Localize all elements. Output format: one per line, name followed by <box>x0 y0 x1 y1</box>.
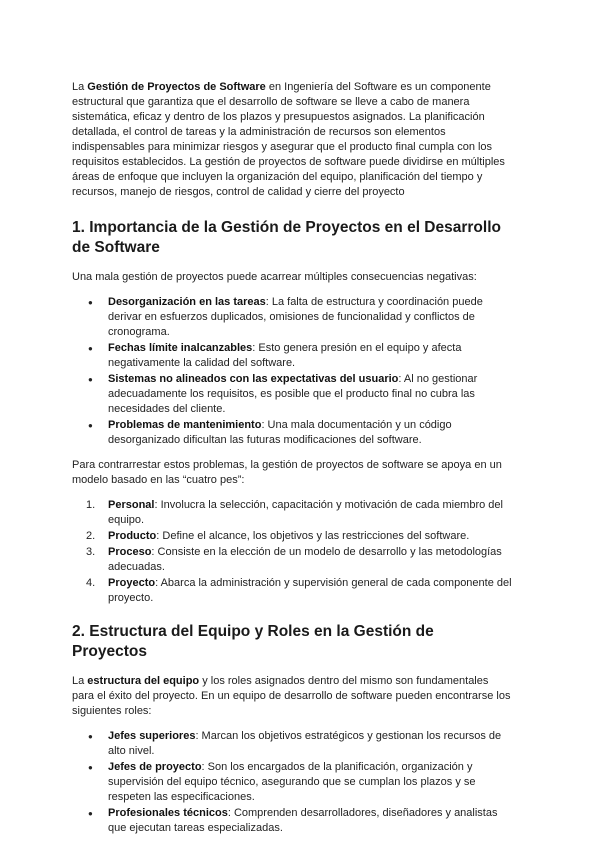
list-item <box>72 729 512 759</box>
item-term: Producto <box>108 530 157 542</box>
intro-pre: La <box>72 81 88 93</box>
list-item-term: Profesionales técnicos <box>108 807 228 819</box>
item-term: Personal <box>108 499 155 511</box>
item-text: : Abarca la administración y supervisión general de cada componente del proyecto. <box>108 577 512 604</box>
list-item <box>72 760 512 805</box>
lead-text: y los roles asignados dentro del mismo son fundamentales para el éxito del proyecto. En un equipo de desarrollo de software pueden encontrarse los siguientes roles: <box>72 675 511 717</box>
item-number: 1. <box>86 499 96 511</box>
list-item <box>72 295 512 340</box>
section-1-heading: 1. Importancia de la Gestión de Proyectos en el Desarrollo de Software <box>72 219 501 256</box>
list-item-text: : Al no gestionar adecuadamente los requisitos, es posible que el producto final no cubra las necesidades del cliente. <box>108 373 478 415</box>
item-text: : Involucra la selección, capacitación y motivación de cada miembro del equipo. <box>108 499 503 526</box>
list-item-text: : Una mala documentación y un código desorganizado dificultan las futuras modificaciones del software. <box>108 419 452 446</box>
section-1-lead-2: Para contrarrestar estos problemas, la gestión de proyectos de software se apoya en un modelo basado en las “cuatro pes”: <box>72 459 502 486</box>
list-item <box>72 372 512 417</box>
numbered-item <box>72 529 512 544</box>
list-item-text: : Comprenden desarrolladores, diseñadores y analistas que ejecutan tareas especializadas. <box>108 807 498 834</box>
item-term: Proyecto <box>108 577 156 589</box>
list-item-term: Desorganización en las tareas <box>108 296 266 308</box>
lead-bold-term: estructura del equipo <box>87 675 200 687</box>
item-number: 2. <box>86 530 96 542</box>
lead-pre: La <box>72 675 88 687</box>
item-number: 3. <box>86 546 96 558</box>
numbered-item <box>72 498 512 528</box>
list-item-text: : Marcan los objetivos estratégicos y gestionan los recursos de alto nivel. <box>108 730 502 757</box>
list-item <box>72 418 512 448</box>
section-1-lead: Una mala gestión de proyectos puede acarrear múltiples consecuencias negativas: <box>72 271 477 283</box>
section-2-lead <box>72 674 512 719</box>
list-item-term: Problemas de mantenimiento <box>108 419 262 431</box>
numbered-item <box>72 545 512 575</box>
item-term: Proceso <box>108 546 152 558</box>
section-2-heading: 2. Estructura del Equipo y Roles en la Gestión de Proyectos <box>72 623 434 660</box>
list-item <box>72 806 512 836</box>
four-ps-list <box>72 498 512 606</box>
list-item-text: : Son los encargados de la planificación, organización y supervisión del equipo técnico, asegurando que se cumplan los plazos y se respeten las especificaciones. <box>108 761 476 803</box>
consequences-list <box>72 295 512 448</box>
list-item-term: Jefes de proyecto <box>108 761 202 773</box>
item-text: : Define el alcance, los objetivos y las restricciones del software. <box>156 530 470 542</box>
list-item-text: : Esto genera presión en el equipo y afecta negativamente la calidad del software. <box>108 342 462 369</box>
item-number: 4. <box>86 577 96 589</box>
list-item <box>72 341 512 371</box>
roles-list <box>72 729 512 836</box>
list-item-term: Fechas límite inalcanzables <box>108 342 253 354</box>
intro-bold-term: Gestión de Proyectos de Software <box>87 81 266 93</box>
list-item-text: : La falta de estructura y coordinación puede derivar en esfuerzos duplicados, omisiones de funcionalidad y conflictos de cronograma. <box>108 296 483 338</box>
intro-text: en Ingeniería del Software es un componente estructural que garantiza que el desarrollo de software se lleve a cabo de manera sistemática, eficaz y dentro de los plazos y presupuestos asignados. La planificación detallada, el control de tareas y la administración de recursos son elementos indispensables para minimizar riesgos y asegurar que el producto final cumpla con los requisitos establecidos. La gestión de proyectos de software puede dividirse en múltiples áreas de enfoque que incluyen la organización del equipo, planificación del tiempo y recursos, manejo de riesgos, control de calidad y cierre del proyecto <box>72 81 505 198</box>
item-text: : Consiste en la elección de un modelo de desarrollo y las metodologías adecuadas. <box>108 546 502 573</box>
list-item-term: Sistemas no alineados con las expectativas del usuario <box>108 373 399 385</box>
intro-paragraph <box>72 80 512 200</box>
numbered-item <box>72 576 512 606</box>
list-item-term: Jefes superiores <box>108 730 196 742</box>
